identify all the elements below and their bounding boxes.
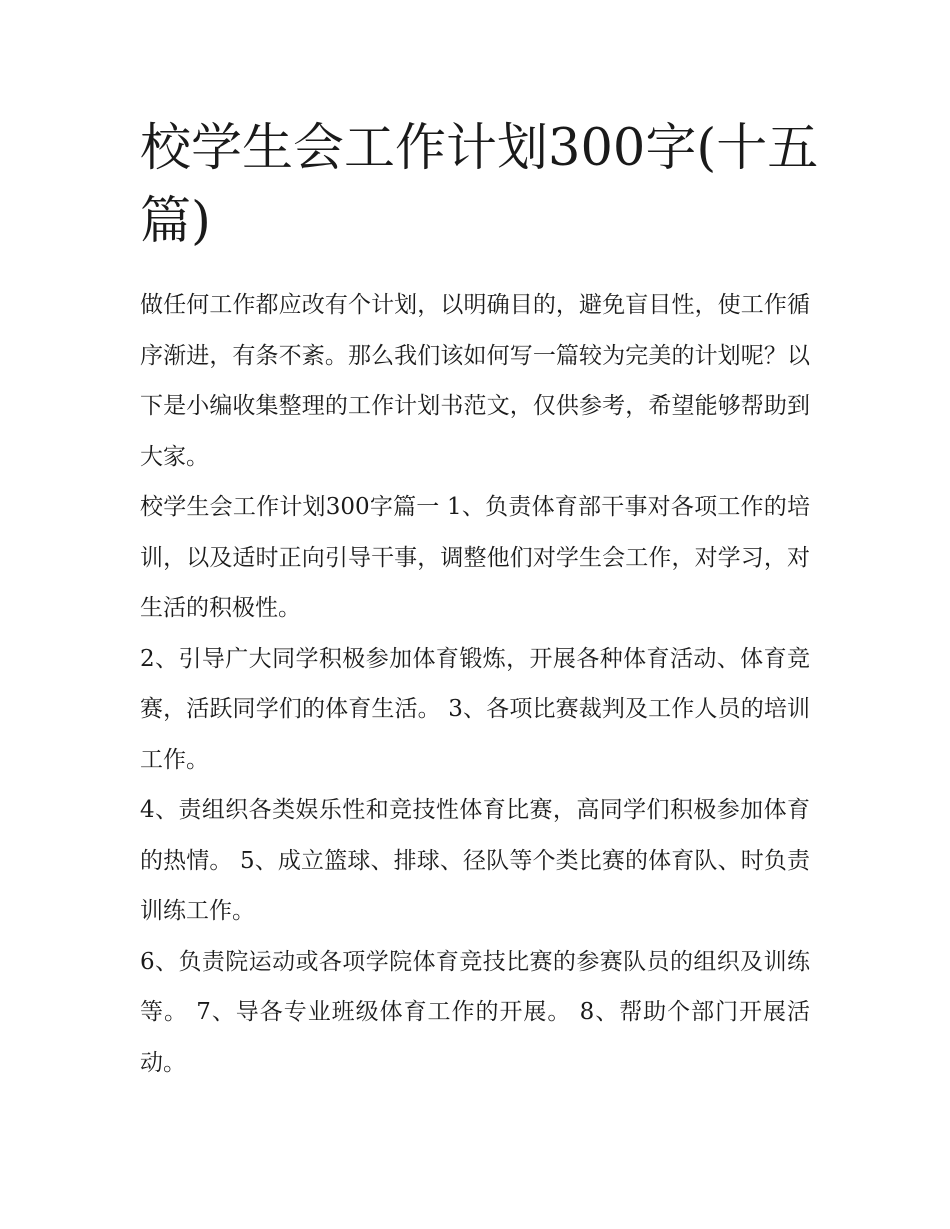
- paragraph-item-4-5: 4、责组织各类娱乐性和竞技性体育比赛，高同学们积极参加体育的热情。 5、成立篮球、排球、径队等个类比赛的体育队、时负责训练工作。: [140, 797, 810, 924]
- paragraph-item-1: 校学生会工作计划300字篇一 1、负责体育部干事对各项工作的培训，以及适时正向引导干事，调整他们对学生会工作，对学习，对生活的积极性。: [140, 494, 810, 621]
- document-title: 校学生会工作计划300字(十五篇): [140, 119, 819, 251]
- document-body: [140, 280, 810, 1088]
- paragraph-intro: 做任何工作都应改有个计划，以明确目的，避免盲目性，使工作循序渐进，有条不紊。那么我们该如何写一篇较为完美的计划呢？以下是小编收集整理的工作计划书范文，仅供参考，希望能够帮助到大家。: [140, 292, 810, 470]
- paragraph-item-2-3: 2、引导广大同学积极参加体育锻炼，开展各种体育活动、体育竞赛，活跃同学们的体育生活。 3、各项比赛裁判及工作人员的培训工作。: [140, 645, 810, 773]
- paragraph-item-6-8: 6、负责院运动或各项学院体育竞技比赛的参赛队员的组织及训练等。 7、导各专业班级体育工作的开展。 8、帮助个部门开展活动。: [140, 948, 810, 1076]
